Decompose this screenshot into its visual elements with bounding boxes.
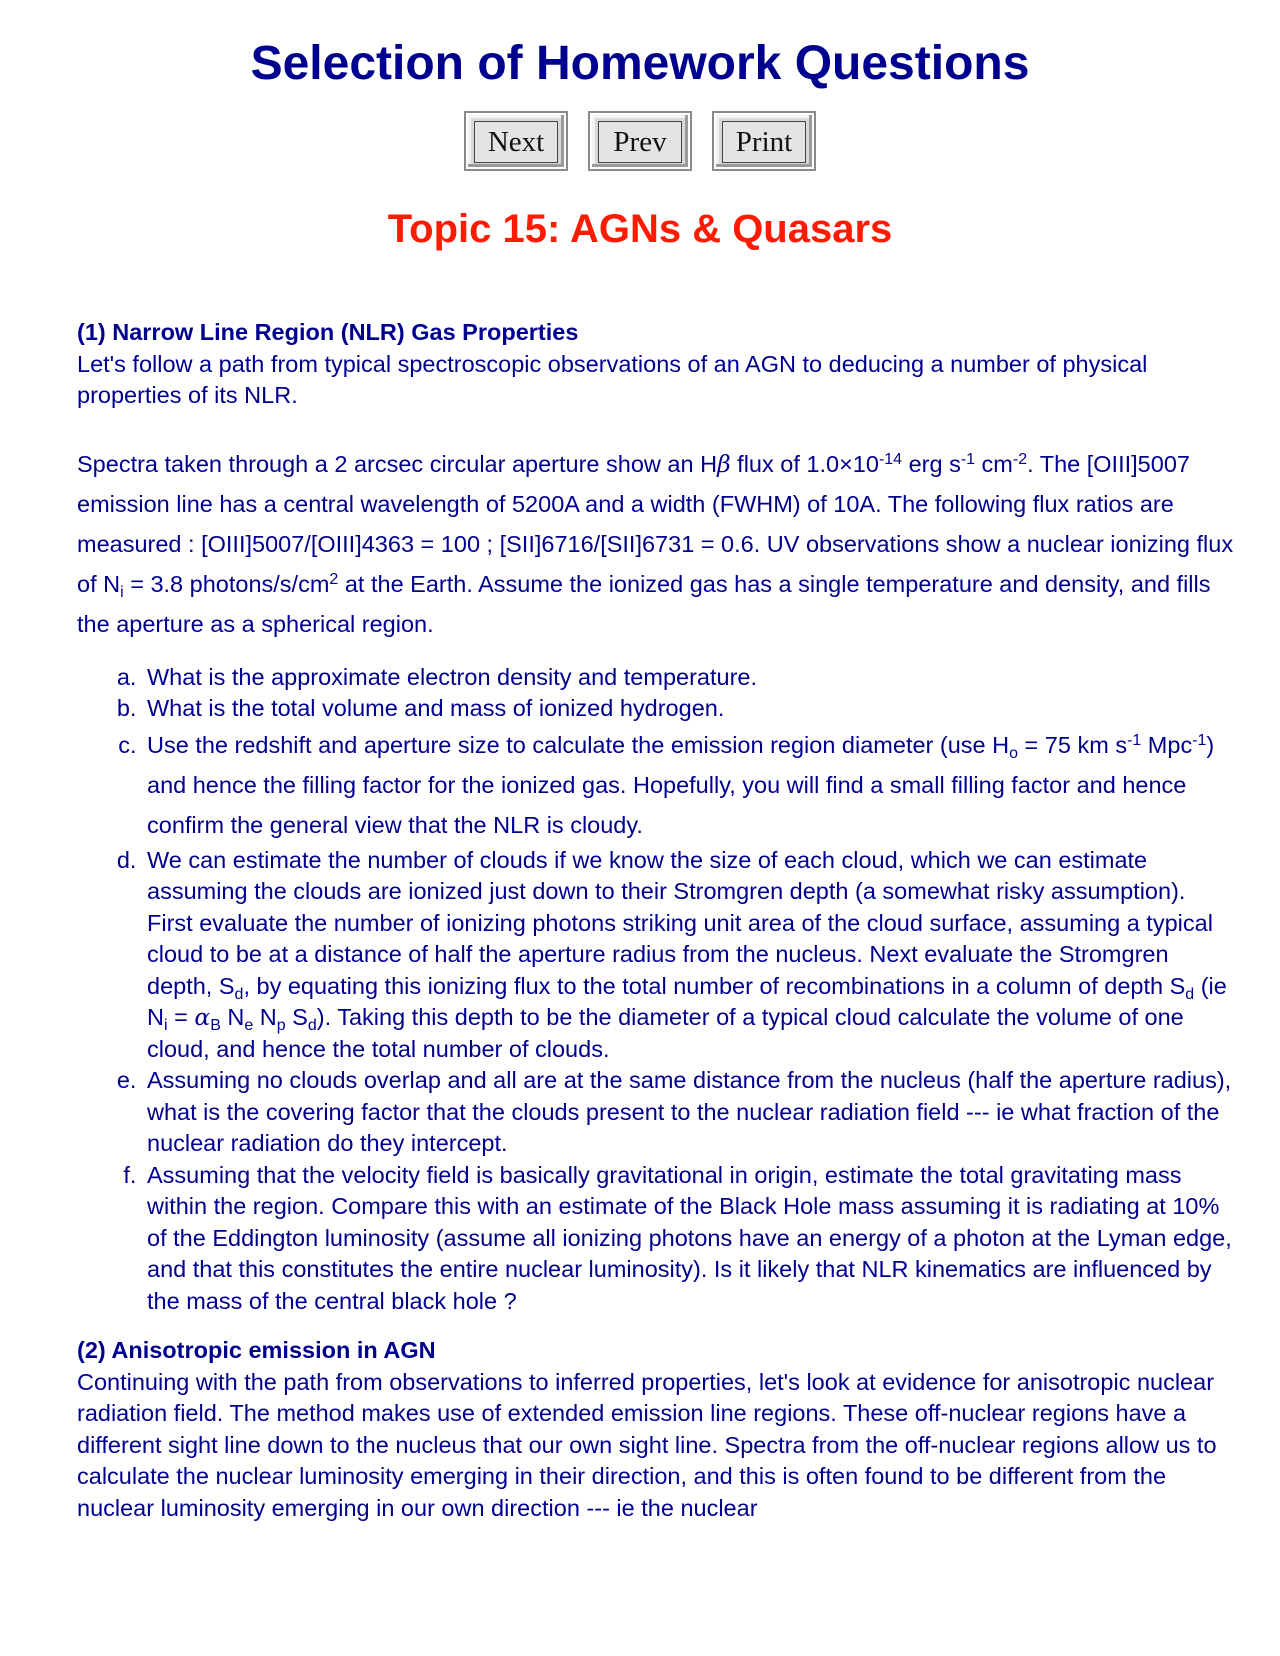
list-item-d: d. We can estimate the number of clouds if we know the size of each cloud, which we can estimate assuming the clouds are ionized just down to their Stromgren depth (a somewhat risky assumption). First evaluate the number of ionizing photons striking unit area of the cloud surface, assuming a typical cloud to be at a distance of half the aperture radius from the nucleus. Next evaluate the Stromgren depth, $S_d$, by equating this ionizing flux to the total number of recombinations in a column of depth $S_d$ (ie $N_i = \alpha_B$ $N_e$ $N_p$ $S_d$). Taking this depth to be the diameter of a typical cloud calculate the volume of one cloud, and hence the total number of clouds. bbox=[143, 845, 1237, 1066]
page-title: Selection of Homework Questions bbox=[250, 37, 1030, 90]
question-1-heading: (1) Narrow Line Region (NLR) Gas Properties bbox=[77, 319, 579, 345]
list-item-f: f. Assuming that the velocity field is basically gravitational in origin, estimate the total gravitating mass within the region. Compare this with an estimate of the Black Hole mass assuming it is radiating at 10% of the Eddington luminosity (assume all ionizing photons have an energy of a photon at the Lyman edge, and that this constitutes the entire nuclear luminosity). Is it likely that NLR kinematics are influenced by the mass of the central black hole ? bbox=[143, 1160, 1237, 1318]
topic-heading: Topic 15: AGNs & Quasars bbox=[387, 207, 893, 251]
list-item-a: a. What is the approximate electron density and temperature. bbox=[143, 662, 1237, 694]
list-item-c: c. Use the redshift and aperture size to calculate the emission region diameter (use $H_o = 75$ km $s^{-1}$ Mpc$^{-1}$) and hence the filling factor for the ionized gas. Hopefully, you will find a small filling factor and hence confirm the general view that the NLR is cloudy. bbox=[143, 725, 1237, 845]
question-2-body: Continuing with the path from observations to inferred properties, let's look at evidence for anisotropic nuclear radiation field. The method makes use of extended emission line regions. These off-nuclear regions have a different sight line down to the nucleus that our own sight line. Spectra from the off-nuclear regions allow us to calculate the nuclear luminosity emerging in their direction, and this is often found to be different from the nuclear luminosity emerging in our own direction --- ie the nuclear bbox=[77, 1368, 1217, 1521]
beta-symbol: β bbox=[717, 449, 731, 478]
prev-button-label: Prev bbox=[598, 121, 682, 163]
question-1-intro: Let's follow a path from typical spectroscopic observations of an AGN to deducing a number of physical properties of its NLR. bbox=[77, 350, 1148, 408]
main-content bbox=[77, 317, 1237, 1524]
question-1-observations: Spectra taken through a 2 arcsec circular aperture show an Hβ flux of $1.0\times 10^{-14}$ erg $s^{-1}$ $cm^{-2}$. The [OIII]5007 emission line has a central wavelength of 5200A and a width (FWHM) of 10A. The following flux ratios are measured : [OIII]5007/[OIII]4363 = 100 ; [SII]6716/[SII]6731 = 0.6. UV observations show a nuclear ionizing flux of $N_i = 3.8$ photons/$s/cm^2$ at the Earth. Assume the ionized gas has a single temperature and density, and fills the aperture as a spherical region. bbox=[77, 449, 1234, 637]
prev-button[interactable] bbox=[590, 113, 690, 169]
alpha-symbol: α bbox=[194, 1003, 211, 1031]
nav-buttons bbox=[0, 113, 1280, 169]
print-button-label: Print bbox=[722, 121, 806, 163]
question-2-heading: (2) Anisotropic emission in AGN bbox=[77, 1337, 436, 1363]
next-button-label: Next bbox=[474, 121, 558, 163]
list-item-e: e. Assuming no clouds overlap and all are at the same distance from the nucleus (half the aperture radius), what is the covering factor that the clouds present to the nuclear radiation field --- ie what fraction of the nuclear radiation do they intercept. bbox=[143, 1065, 1237, 1160]
next-button[interactable] bbox=[466, 113, 566, 169]
question-1-items bbox=[77, 662, 1237, 1318]
print-button[interactable] bbox=[714, 113, 814, 169]
list-item-b: b. What is the total volume and mass of ionized hydrogen. bbox=[143, 693, 1237, 725]
